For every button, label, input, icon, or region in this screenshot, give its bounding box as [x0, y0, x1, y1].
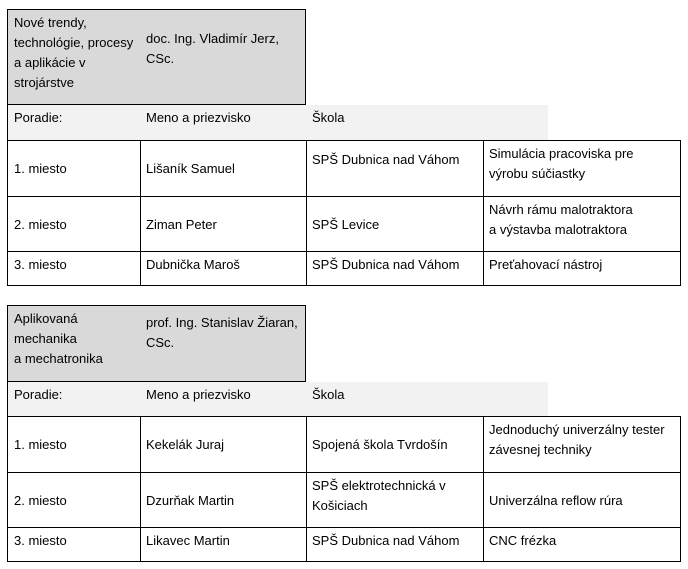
- row-1-school: Spojená škola Tvrdošín: [306, 416, 484, 473]
- category-title: Aplikovaná mechanika a mechatronika: [7, 305, 141, 382]
- header-name: Meno a priezvisko: [140, 105, 307, 140]
- header-name: Meno a priezvisko: [140, 382, 307, 417]
- row-1-project: Jednoduchý univerzálny tester závesnej techniky: [483, 416, 681, 473]
- row-3-school: SPŠ Dubnica nad Váhom: [306, 251, 484, 286]
- row-1-name: Kekelák Juraj: [140, 416, 307, 473]
- row-2-project: Návrh rámu malotraktora a výstavba malotraktora: [483, 196, 681, 252]
- row-2-rank: 2. miesto: [7, 472, 141, 528]
- row-1-rank: 1. miesto: [7, 416, 141, 473]
- results-table-2: [7, 305, 681, 562]
- row-3-rank: 3. miesto: [7, 251, 141, 286]
- header-rank: Poradie:: [7, 382, 141, 417]
- row-2-project: Univerzálna reflow rúra: [483, 472, 681, 528]
- header-rank: Poradie:: [7, 105, 141, 140]
- row-2-name: Ziman Peter: [140, 196, 307, 252]
- supervisor-name: doc. Ing. Vladimír Jerz, CSc.: [140, 9, 306, 105]
- row-2-school: SPŠ elektrotechnická v Košiciach: [306, 472, 484, 528]
- row-1-school: SPŠ Dubnica nad Váhom: [306, 140, 484, 197]
- row-3-project: Preťahovací nástroj: [483, 251, 681, 286]
- results-table-1: [7, 9, 681, 286]
- row-1-name: Lišaník Samuel: [140, 140, 307, 197]
- row-3-school: SPŠ Dubnica nad Váhom: [306, 527, 484, 562]
- row-3-name: Dubnička Maroš: [140, 251, 307, 286]
- row-1-project: Simulácia pracoviska pre výrobu súčiastky: [483, 140, 681, 197]
- header-school: Škola: [306, 105, 548, 140]
- category-title: Nové trendy, technológie, procesy a aplikácie v strojárstve: [7, 9, 141, 105]
- row-3-project: CNC frézka: [483, 527, 681, 562]
- row-3-rank: 3. miesto: [7, 527, 141, 562]
- header-school: Škola: [306, 382, 548, 417]
- row-2-school: SPŠ Levice: [306, 196, 484, 252]
- row-1-rank: 1. miesto: [7, 140, 141, 197]
- row-2-rank: 2. miesto: [7, 196, 141, 252]
- row-2-name: Dzurňak Martin: [140, 472, 307, 528]
- supervisor-name: prof. Ing. Stanislav Žiaran, CSc.: [140, 305, 306, 382]
- row-3-name: Likavec Martin: [140, 527, 307, 562]
